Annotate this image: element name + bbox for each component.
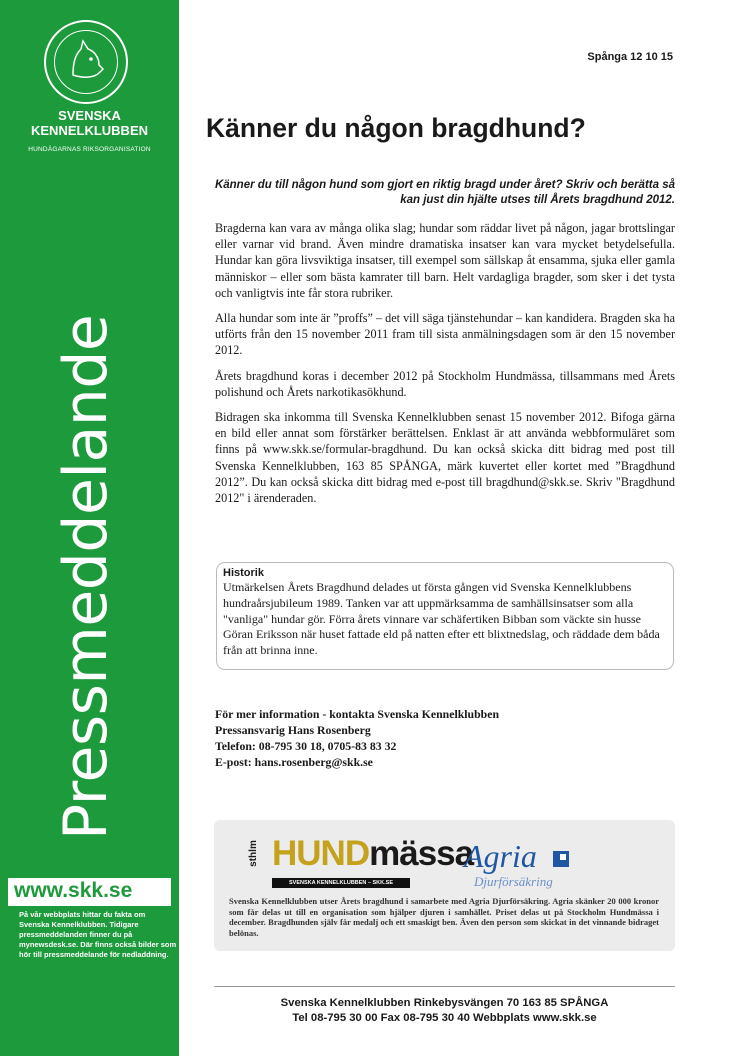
hundmassa-word-a: HUND: [272, 834, 370, 873]
footer: [214, 996, 675, 1026]
contact-info: [215, 706, 499, 770]
partner-text: Svenska Kennelklubben utser Årets bragdhund i samarbete med Agria Djurförsäkring. Agria skänker 20 000 kronor som får delas ut till en organisation som hjälper djuren i samhället. Priset delas ut på Stockholm Hundmässa i december. Bragdhunden själv får medalj och ett smaskigt ben. Även den person som skickat in det vinnande bidraget belönas.: [229, 896, 659, 938]
lead-text: Känner du till någon hund som gjort en riktig bragd under året? Skriv och berätta så kan just din hjälte utses till Årets bragdhund 2012.: [214, 179, 675, 206]
history-title: Historik: [223, 567, 264, 579]
agria-sub: Djurförsäkring: [474, 874, 553, 889]
body-text: [215, 220, 675, 515]
paragraph: Bidragen ska inkomma till Svenska Kennelklubben senast 15 november 2012. Bifoga gärna en bild eller annat som förstärker berättelsen. Enklast är att använda webbformuläret som finns på www.skk.se/formular-bragdhund. Du kan också skicka ditt bidrag med post till Svenska Kennelklubben, 163 85 SPÅNGA, märk kuvertet eller kortet med ”Bragdhund 2012”. Du kan också skicka ditt bidrag med e-post till bragdhund@skk.se. Skriv "Bragdhund 2012" i ärenderaden.: [215, 410, 675, 506]
history-text: Utmärkelsen Årets Bragdhund delades ut första gången vid Svenska Kennelklubbens hundraårsjubileum 1989. Tanken var att uppmärksamma de samhällsinsatser som alla "vanliga" hundar gör. Förra årets vinnare var schäfertiken Bibban som väckte sin husse Göran Eriksson när huset fattade eld på natten efter ett blixtnedslag, och räddade dem båda från att brinna inne.: [223, 580, 660, 658]
agria-logo: [462, 838, 582, 890]
history-box: [216, 562, 674, 670]
date: Spånga 12 10 15: [587, 51, 673, 63]
hundmassa-bar: SVENSKA KENNELKLUBBEN – SKK.SE: [272, 878, 410, 888]
contact-email: E-post: hans.rosenberg@skk.se: [215, 755, 373, 769]
hundmassa-logo: [247, 831, 474, 888]
website-info: På vår webbplats hittar du fakta om Svenska Kennelklubben. Tidigare pressmeddelanden finner du på mynewsdesk.se. Där finns också bilder som hör till pressmeddelande för nedladdning.: [19, 910, 177, 959]
paragraph: Årets bragdhund koras i december 2012 på Stockholm Hundmässa, tillsammans med Årets polishund och Årets narkotikasökhund.: [215, 368, 675, 399]
contact-line: Telefon: 08-795 30 18, 0705-83 83 32: [215, 739, 397, 753]
org-tagline: HUNDÄGARNAS RIKSORGANISATION: [28, 146, 151, 153]
website-link[interactable]: www.skk.se: [14, 879, 133, 902]
dog-head-icon: [55, 31, 116, 92]
agria-mark-icon: [553, 851, 569, 867]
footer-address: Svenska Kennelklubben Rinkebysvängen 70 163 85 SPÅNGA: [280, 997, 609, 1009]
contact-line: Pressansvarig Hans Rosenberg: [215, 723, 371, 737]
footer-contact: Tel 08-795 30 00 Fax 08-795 30 40 Webbplats www.skk.se: [292, 1012, 597, 1024]
agria-name: Agria: [464, 838, 537, 874]
org-name-line1: SVENSKA: [58, 108, 121, 123]
footer-divider: [214, 986, 675, 987]
kennel-club-logo: [44, 20, 128, 104]
paragraph: Alla hundar som inte är ”proffs” – det vill säga tjänstehundar – kan kandidera. Bragden ska ha utförts från den 15 november 2011 fram till sista anmälningsdagen som är den 15 november 2012.: [215, 311, 675, 358]
headline: Känner du någon bragdhund?: [206, 113, 586, 143]
vertical-title: Pressmeddelande: [51, 314, 121, 840]
org-name-line2: KENNELKLUBBEN: [31, 123, 148, 138]
sidebar: [0, 0, 179, 1056]
contact-line: För mer information - kontakta Svenska Kennelklubben: [215, 707, 500, 721]
paragraph: Bragderna kan vara av många olika slag; hundar som räddar livet på någon, jagar brottslingar eller varnar vid brand. Även mindre dramatiska insatser kan vara mycket betydelsefulla. Hundar kan göra livsviktiga insatser, till exempel som sällskap åt ensamma, sjuka eller gamla människor – eller som bästa kamrater till barn. Helt vardagliga bragder, som sker i det tysta och vanligtvis inte får stora rubriker.: [215, 221, 675, 300]
hundmassa-word-b: mässa: [369, 834, 474, 873]
hundmassa-prefix: sthlm: [247, 840, 259, 867]
